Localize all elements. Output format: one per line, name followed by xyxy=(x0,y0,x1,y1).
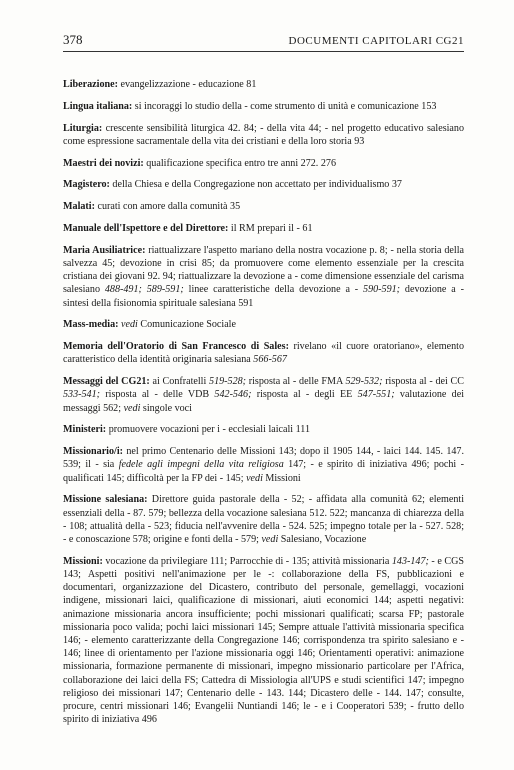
index-term: Missioni: xyxy=(63,555,103,567)
index-text: linee caratteristiche della devozione a - xyxy=(183,284,364,296)
index-entry xyxy=(63,200,464,213)
index-entry xyxy=(63,318,464,331)
index-entry xyxy=(63,157,464,170)
index-term: Maria Ausiliatrice: xyxy=(63,244,146,256)
index-term: Lingua italiana: xyxy=(63,100,133,112)
index-text: Missioni xyxy=(262,472,301,484)
index-text: risposta al - delle FMA xyxy=(246,376,346,388)
index-reference-italic: 529-532; xyxy=(345,376,383,388)
index-text: devozione a - sintesi della fisionomia spirituale salesiana 591 xyxy=(63,284,464,309)
index-text: della Chiesa e della Congregazione non accettato per individualismo 37 xyxy=(109,179,402,191)
index-text: risposta al - dei CC xyxy=(382,376,464,388)
index-text: Direttore guida pastorale della - 52; - affidata alla comunità 62; elementi essenziali della - 87. 579; bellezza della vocazione salesiana 512. 522; mancanza di chiarezza della - 108; attualità della - 523; fiducia nell'avvenire della - 524. 525; impegno totale per la - 527. 528; - e conoscazione 578; origine e fonti della - 579; xyxy=(63,494,464,545)
index-term: Manuale dell'Ispettore e del Direttore: xyxy=(63,222,229,234)
index-entry xyxy=(63,100,464,113)
index-text: evangelizzazione - educazione 81 xyxy=(117,79,257,90)
index-term: Mass-media: xyxy=(63,319,119,331)
index-text: crescente sensibilità liturgica 42. 84; - della vita 44; - nel progetto educativo salesiano come espressione sacramentale della vita dei cristiani e della loro storia 93 xyxy=(63,122,464,147)
running-title: DOCUMENTI CAPITOLARI CG21 xyxy=(288,35,464,47)
index-term: Memoria dell'Oratorio di San Francesco di Sales: xyxy=(63,341,289,353)
index-term: Messaggi del CG21: xyxy=(63,376,150,388)
index-entry xyxy=(63,375,464,415)
index-entry xyxy=(63,122,464,148)
index-text: - e CGS 143; Aspetti positivi nell'animazione per le -: collaborazione della FS, pubblicazioni e documentari, organizzazione del Dicastero, contributo del personale, gemellaggi, vocazioni indigene, missionari laici, qualificazione di missionari, aiuti economici 144; aspetti negativi: animazione missionaria ancora insufficiente; pochi missionari qualificati; scarsa FP; pastorale missionaria poco valida; pochi laici missionari 145; Sempre attuale l'attività missionaria specifica 146; - elemento caratterizzante della Congregazione 146; corrispondenza tra spirito salesiano e - 146; linee di orientamento per l'azione missionaria oggi 146; Orientamenti operativi: animazione missionaria, formazione permanente di missionari, impegno missionario particolare per l'Africa, collaborazione dei laici della FS; Cattedra di Missiologia all'UPS e studi scientifici 147; impegno religioso dei missionari 147; Centenario delle - 143. 144; Dicastero delle - 144. 147; consulte, procure, centri missionari 146; Evangelii Nuntiandi 146; le - e i Cooperatori 539; - frutto dello spirito di iniziativa 496 xyxy=(63,555,464,726)
index-text: rivelano «il cuore oratoriano», elemento caratteristico della identità originaria salesiana xyxy=(63,341,464,366)
index-reference-italic: 519-528; xyxy=(209,376,247,388)
index-term: Ministeri: xyxy=(63,424,107,436)
index-text: valutazione dei messaggi 562; xyxy=(63,389,465,414)
index-entry xyxy=(63,423,464,436)
index-text: risposta al - delle VDB xyxy=(100,389,215,401)
index-text: nel primo Centenario delle Missioni 143; dopo il 1905 144, - laici 144. 145. 147. 539; il - sia xyxy=(63,446,464,471)
index-reference-italic: 590-591; xyxy=(363,284,401,296)
index-text: Salesiano, Vocazione xyxy=(278,534,367,545)
index-entry xyxy=(63,555,464,727)
index-entry xyxy=(63,445,464,485)
index-term: Magistero: xyxy=(63,179,110,191)
index-text: Comunicazione Sociale xyxy=(137,319,236,331)
index-text: vocazione da privilegiare 111; Parrocchie di - 135; attività missionaria xyxy=(102,555,392,567)
index-entry xyxy=(63,244,464,310)
index-reference-italic: 542-546; xyxy=(214,389,252,401)
index-text: promuovere vocazioni per i - ecclesiali laicali 111 xyxy=(106,424,311,436)
index-entries xyxy=(63,78,464,726)
index-entry xyxy=(63,78,464,91)
index-entry xyxy=(63,222,464,235)
index-term: Liberazione: xyxy=(63,79,118,90)
index-reference-italic: vedi xyxy=(123,402,141,414)
running-header xyxy=(63,32,464,52)
index-term: Maestri dei novizi: xyxy=(63,157,144,169)
index-entry xyxy=(63,340,464,366)
index-entry xyxy=(63,178,464,191)
index-reference-italic: 566-567 xyxy=(253,354,287,366)
index-reference-italic: 533-541; xyxy=(63,389,101,401)
index-text: si incoraggi lo studio della - come strumento di unità e comunicazione 153 xyxy=(132,100,437,112)
index-text: qualificazione specifica entro tre anni 272. 276 xyxy=(143,157,336,169)
index-reference-italic: 488-491; 589-591; xyxy=(104,284,184,296)
index-reference-italic: 143-147; xyxy=(391,555,429,567)
index-reference-italic: vedi xyxy=(121,319,138,331)
index-text: il RM prepari il - 61 xyxy=(228,222,313,234)
page-number: 378 xyxy=(63,32,83,47)
index-reference-italic: vedi xyxy=(246,472,263,484)
index-reference-italic: vedi xyxy=(261,534,279,545)
index-term: Missionario/i: xyxy=(63,446,124,458)
index-text: risposta al - degli EE xyxy=(251,389,358,401)
index-text: curati con amore dalla comunità 35 xyxy=(94,201,241,213)
index-term: Malati: xyxy=(63,201,95,213)
index-reference-italic: fedele agli impegni della vita religiosa xyxy=(118,459,284,471)
index-text: riattualizzare l'aspetto mariano della nostra vocazione p. 8; - nella storia della salvezza 45; devozione in crisi 85; da promuovere come elemento essenziale per la crescita cristiana dei giovani 92. 94; riattualizzare la devozione a - come dimensione essenziale del carisma salesiano xyxy=(63,244,464,296)
index-term: Missione salesiana: xyxy=(63,494,148,506)
index-text: singole voci xyxy=(140,402,192,414)
index-text: 147; - e spirito di iniziativa 496; pochi - qualificati 145; difficoltà per la FP dei - 145; xyxy=(63,459,464,484)
index-term: Liturgia: xyxy=(63,122,103,134)
index-reference-italic: 547-551; xyxy=(357,389,395,401)
index-text: ai Confratelli xyxy=(149,376,210,388)
index-entry xyxy=(63,493,464,546)
